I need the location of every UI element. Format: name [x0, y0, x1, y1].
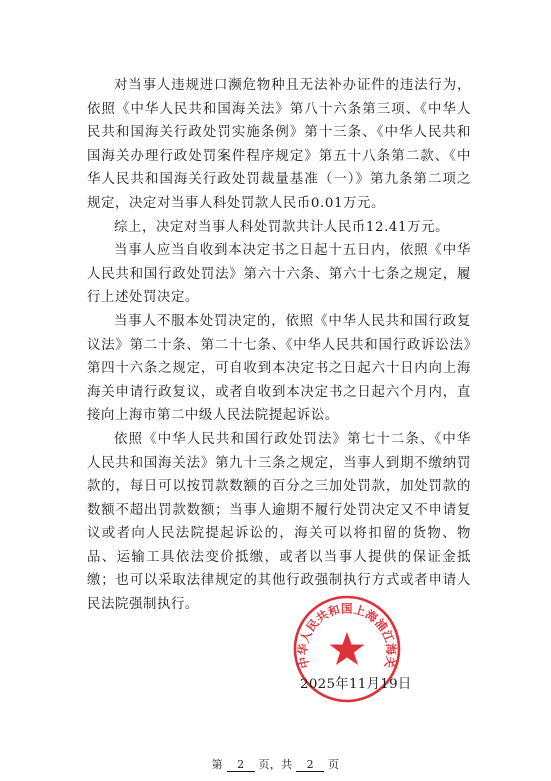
paragraph-penalty-basis: 对当事人违规进口濒危物种且无法补办证件的违法行为，依照《中华人民共和国海关法》第八十六条第三项、《中华人民共和国海关行政处罚实施条例》第十三条、《中华人民共和国海关办理行政处罚案件程序规定》第五十八条第二款、《中华人民共和国海关行政处罚裁量基准（一）》第九条第二项之规定，决定对当事人科处罚款人民币0.01万元。	[87, 78, 471, 211]
page-footer	[0, 756, 551, 772]
paragraph-total-fine: 综上，决定对当事人科处罚款共计人民币12.41万元。	[114, 219, 450, 235]
current-page-number: 2	[227, 758, 255, 772]
footer-suffix: 页	[328, 758, 340, 771]
footer-prefix: 第	[211, 758, 223, 771]
seal-star-icon	[330, 632, 365, 665]
footer-middle: 页，共	[258, 758, 293, 771]
paragraph-payment-deadline: 当事人应当自收到本决定书之日起十五日内，依照《中华人民共和国行政处罚法》第六十六条、第六十七条之规定，履行上述处罚决定。	[87, 243, 471, 306]
paragraph-enforcement: 依照《中华人民共和国行政处罚法》第七十二条、《中华人民共和国海关法》第九十三条之规定，当事人到期不缴纳罚款的，每日可以按罚款数额的百分之三加处罚款，加处罚款的数额不超出罚款数额；当事人逾期不履行处罚决定又不申请复议或者向人民法院提起诉讼的，海关可以将扣留的货物、物品、运输工具依法变价抵缴，或者以当事人提供的保证金抵缴；也可以采取法律规定的其他行政强制执行方式或者申请人民法院强制执行。	[87, 431, 471, 613]
decision-date: 2025年11月19日	[300, 677, 412, 692]
document-body	[87, 74, 471, 617]
total-page-number: 2	[296, 758, 324, 772]
seal-text: 中华人民共和国上海浦江海关	[295, 601, 399, 670]
paragraph-appeal-rights: 当事人不服本处罚决定的，依照《中华人民共和国行政复议法》第二十条、第二十七条、《中华人民共和国行政诉讼法》第四十六条之规定，可自收到本决定书之日起六十日内向上海海关申请行政复议，或者自收到本决定书之日起六个月内，直接向上海市第二中级人民法院提起诉讼。	[87, 313, 471, 424]
